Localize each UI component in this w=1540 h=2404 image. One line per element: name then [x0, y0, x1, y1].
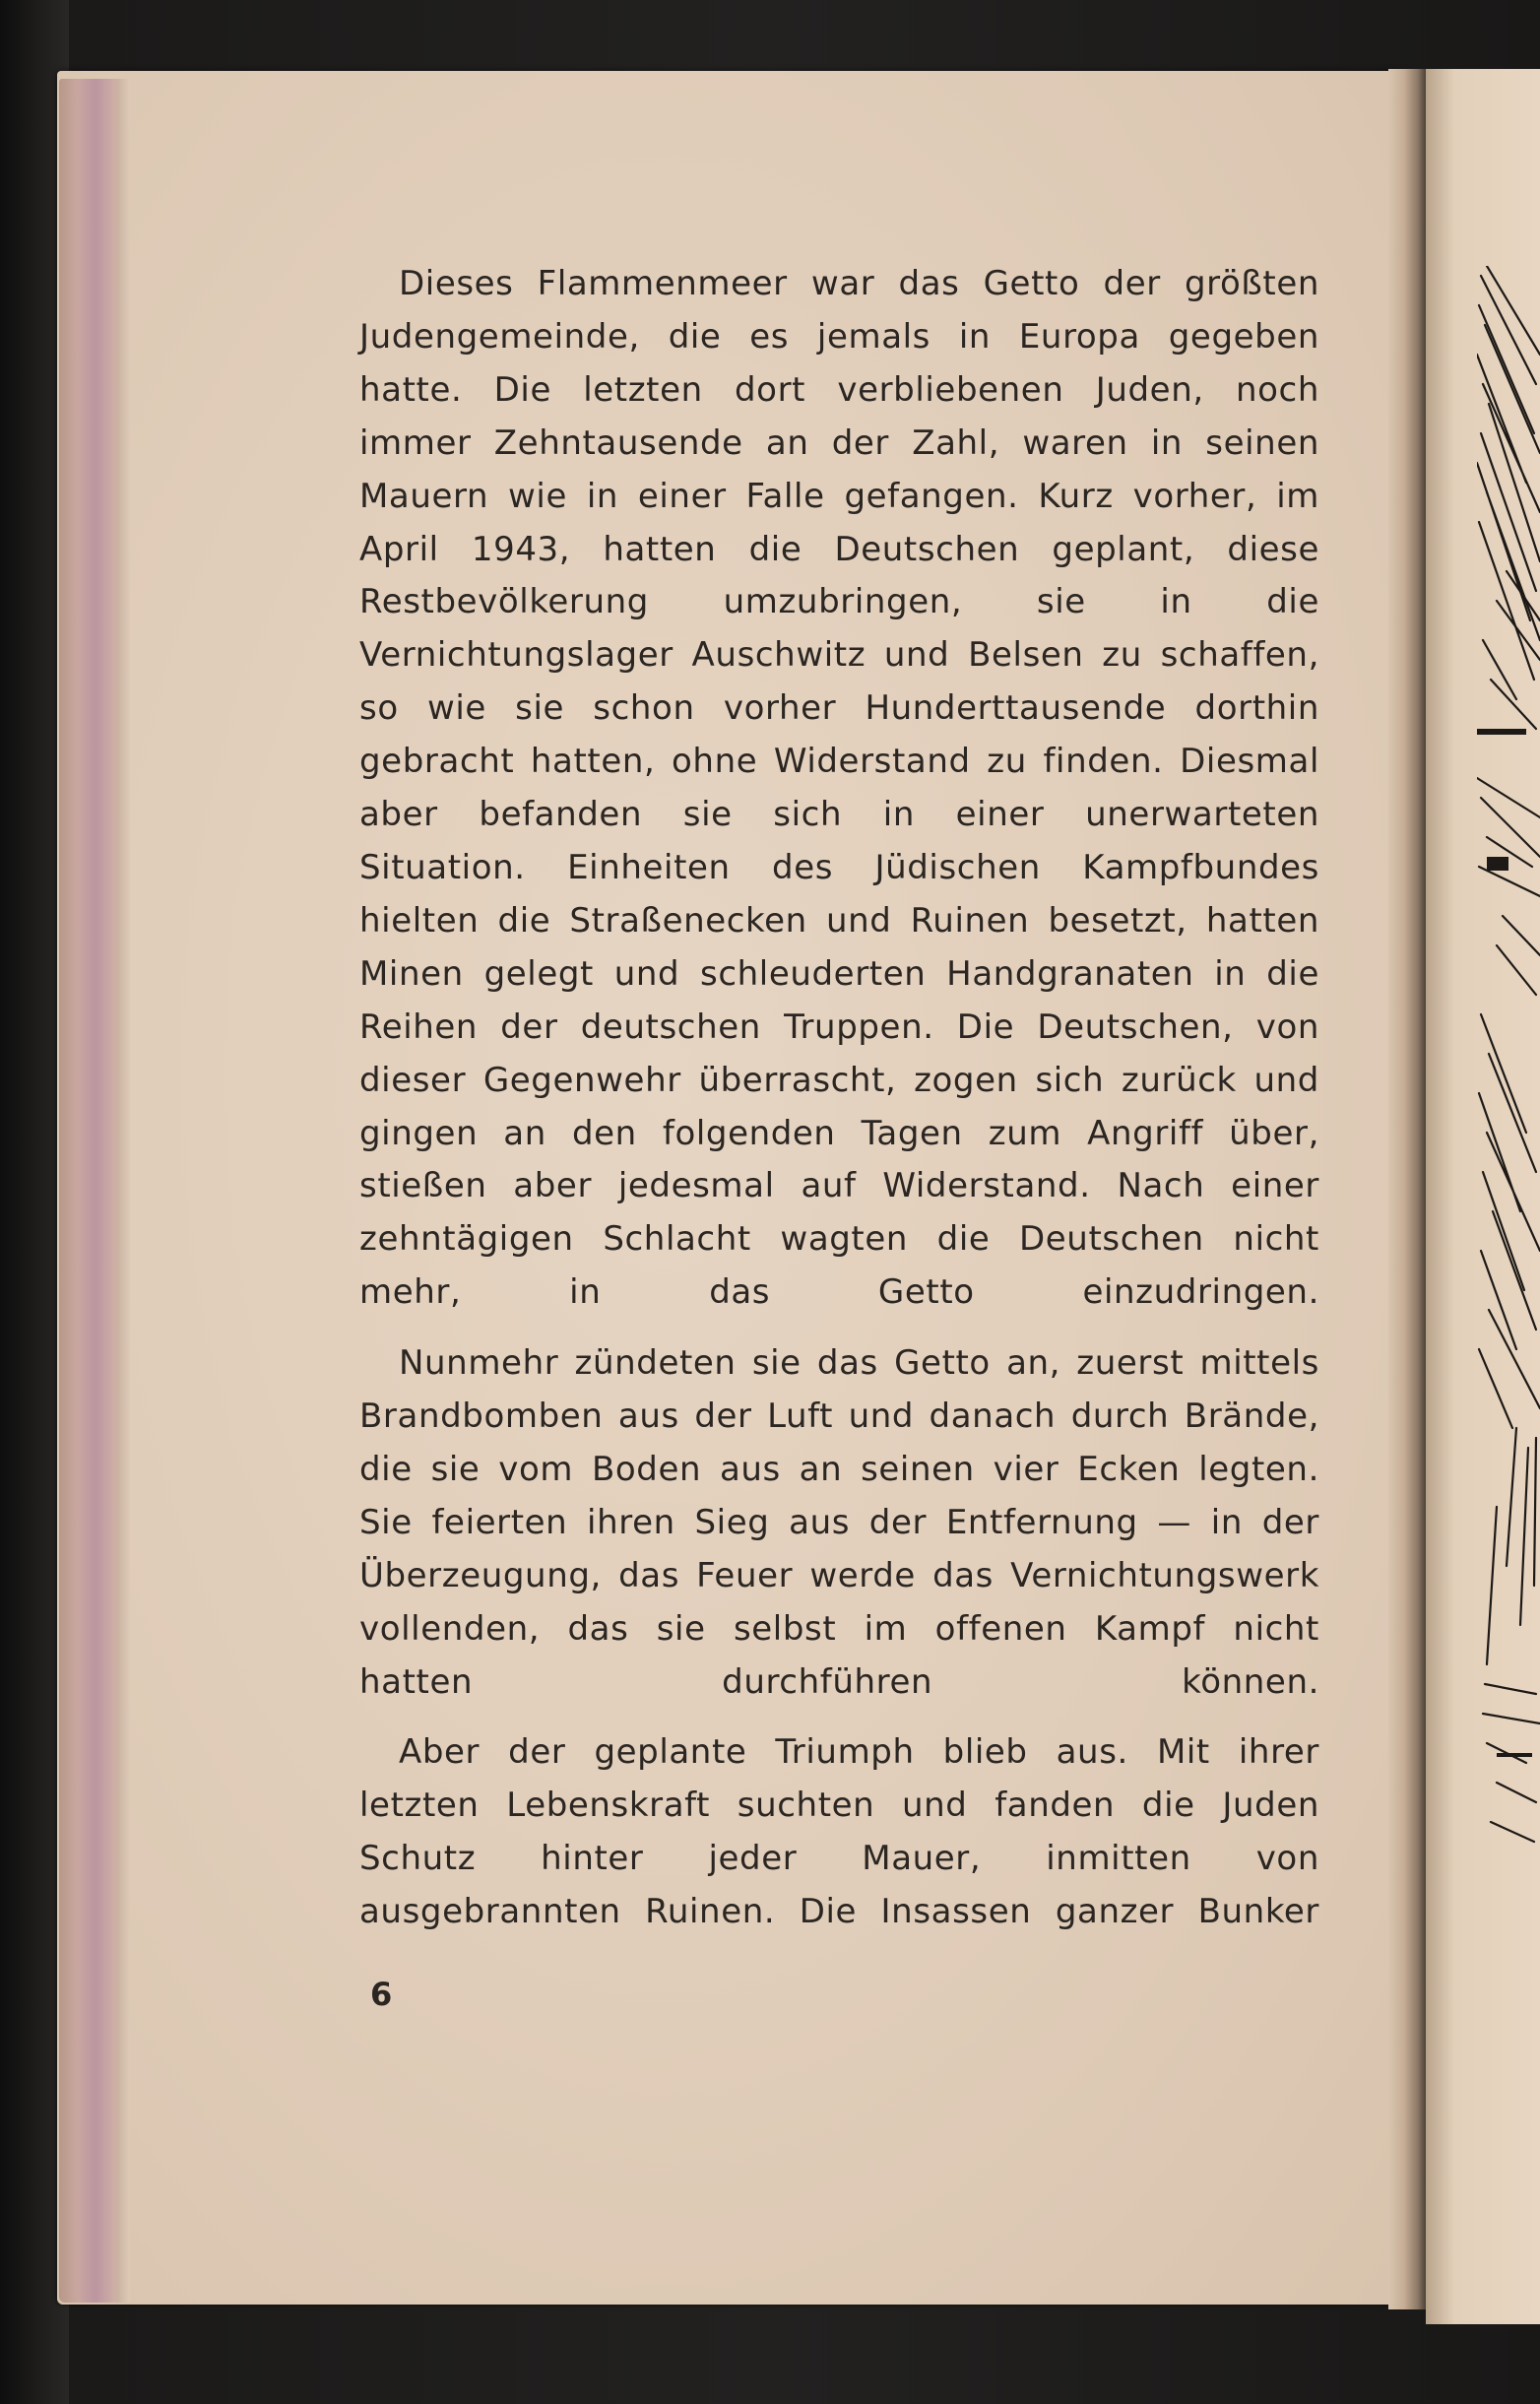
book-gutter	[1388, 69, 1428, 2309]
page-inner-margin	[116, 79, 130, 2303]
facing-page-illustration	[1477, 266, 1540, 1901]
page-body-text	[359, 258, 1319, 1939]
page-spine-edge	[59, 79, 120, 2303]
paragraph: Aber der geplante Triumph blieb aus. Mit ihrer letzten Lebenskraft suchten und fanden die Juden Schutz hinter jeder Mauer, inmitten von ausgebrannten Ruinen. Die Insassen ganzer Bunker	[359, 1732, 1319, 1932]
paragraph: Dieses Flammenmeer war das Getto der größten Judengemeinde, die es jemals in Europa gegeben hatte. Die letzten dort verbliebenen Juden, noch immer Zehntausende an der Zahl, waren in seinen Mauern wie in einer Falle gefangen. Kurz vorher, im April 1943, hatten die Deutschen geplant, diese Restbevölkerung umzubringen, sie in die Vernichtungslager Auschwitz und Belsen zu schaffen, so wie sie schon vorher Hunderttausende dorthin gebracht hatten, ohne Widerstand zu finden. Diesmal aber befanden sie sich in einer unerwarteten Situation. Einheiten des Jüdischen Kampfbundes hielten die Straßenecken und Ruinen besetzt, hatten Minen gelegt und schleuderten Handgranaten in die Reihen der deutschen Truppen. Die Deutschen, von dieser Gegenwehr überrascht, zogen sich zurück und gingen an den folgenden Tagen zum Angriff über, stießen aber jedesmal auf Widerstand. Nach einer zehntägigen Schlacht wagten die Deutschen nicht mehr, in das Getto einzudringen.	[359, 264, 1319, 1313]
paragraph: Nunmehr zündeten sie das Getto an, zuerst mittels Brandbomben aus der Luft und danach durch Brände, die sie vom Boden aus an seinen vier Ecken legten. Sie feierten ihren Sieg aus der Entfernung — in der Überzeugung, das Feuer werde das Vernichtungswerk vollenden, das sie selbst im offenen Kampf nicht hatten durchführen können.	[359, 1343, 1319, 1702]
page-number: 6	[370, 1976, 393, 2013]
